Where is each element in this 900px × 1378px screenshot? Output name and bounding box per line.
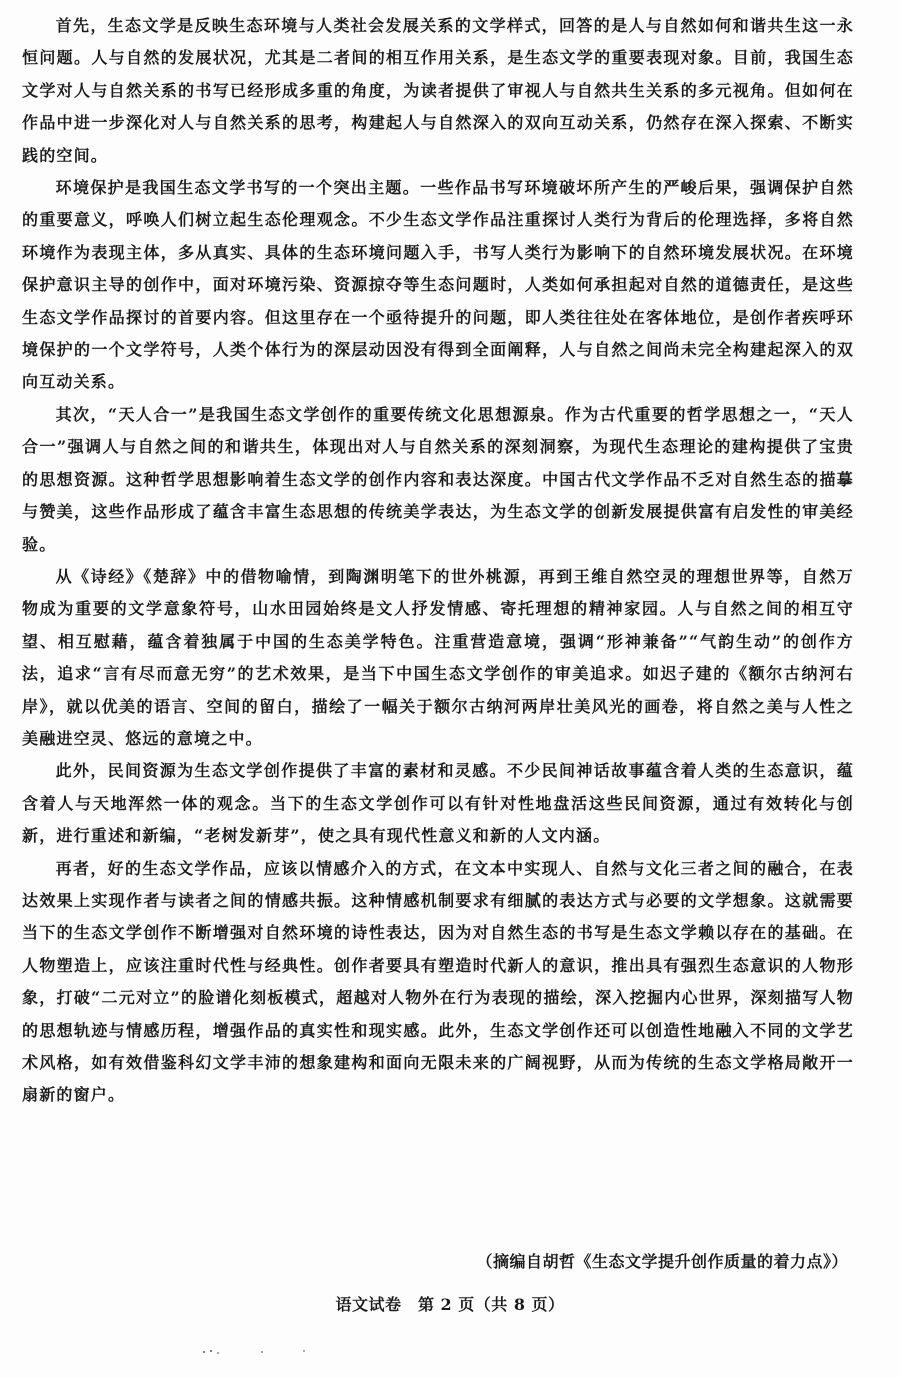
paragraph-6: 再者，好的生态文学作品，应该以情感介入的方式，在文本中实现人、自然与文化三者之间的融合，在表达效果上实现作者与读者之间的情感共振。这种情感机制要求有细腻的表达方式与必要的文学想象。这就需要当下的生态文学创作不断增强对自然环境的诗性表达，因为对自然生态的书写是生态文学赖以存在的基础。在人物塑造上，应该注重时代性与经典性。创作者要具有塑造时代新人的意识，推出具有强烈生态意识的人物形象，打破“二元对立”的脸谱化刻板模式，超越对人物外在行为表现的描绘，深入挖掘内心世界，深刻描写人物的思想轨迹与情感历程，增强作品的真实性和现实感。此外，生态文学创作还可以创造性地融入不同的文学艺术风格，如有效借鉴科幻文学丰沛的想象建构和面向无限未来的广阔视野，从而为传统的生态文学格局敞开一扇新的窗户。 [22,858,854,1105]
paragraph-3: 其次，“天人合一”是我国生态文学创作的重要传统文化思想源泉。作为古代重要的哲学思想之一，“天人合一”强调人与自然之间的和谐共生，体现出对人与自然关系的深刻洞察，为现代生态理论的建构提供了宝贵的思想资源。这种哲学思想影响着生态文学的创作内容和表达深度。中国古代文学作品不乏对自然生态的描摹与赞美，这些作品形成了蕴含丰富生态思想的传统美学表达，为生态文学的创新发展提供富有启发性的审美经验。 [22,404,854,554]
paragraph-5: 此外，民间资源为生态文学创作提供了丰富的素材和灵感。不少民间神话故事蕴含着人类的生态意识，蕴含着人与天地浑然一体的观念。当下的生态文学创作可以有针对性地盘活这些民间资源，通过有效转化与创新，进行重述和新编，“老树发新芽”，使之具有现代性意义和新的人文内涵。 [22,761,854,846]
scan-specks [200,1347,320,1357]
paragraph-2: 环境保护是我国生态文学书写的一个突出主题。一些作品书写环境破坏所产生的严峻后果，强调保护自然的重要意义，呼唤人们树立起生态伦理观念。不少生态文学作品注重探讨人类行为背后的伦理选择，多将自然环境作为表现主体，多从真实、具体的生态环境问题入手，书写人类行为影响下的自然环境发展状况。在环境保护意识主导的创作中，面对环境污染、资源掠夺等生态问题时，人类如何承担起对自然的道德责任，是这些生态文学作品探讨的首要内容。但这里存在一个亟待提升的问题，即人类往往处在客体地位，是创作者疾呼环境保护的一个文学符号，人类个体行为的深层动因没有得到全面阐释，人与自然之间尚未完全构建起深入的双向互动关系。 [22,178,854,392]
page-footer: 语文试卷 第 2 页（共 8 页） [335,1295,565,1314]
paragraph-1: 首先，生态文学是反映生态环境与人类社会发展关系的文学样式，回答的是人与自然如何和谐共生这一永恒问题。人与自然的发展状况，尤其是二者间的相互作用关系，是生态文学的重要表现对象。目前，我国生态文学对人与自然关系的书写已经形成多重的角度，为读者提供了审视人与自然共生关系的多元视角。但如何在作品中进一步深化对人与自然关系的思考，构建起人与自然深入的双向互动关系，仍然存在深入探索、不断实践的空间。 [22,16,854,165]
article-body [22,10,854,1112]
paragraph-4: 从《诗经》《楚辞》中的借物喻情，到陶渊明笔下的世外桃源，再到王维自然空灵的理想世界等，自然万物成为重要的文学意象符号，山水田园始终是文人抒发情感、寄托理想的精神家园。人与自然之间的相互守望、相互慰藉，蕴含着独属于中国的生态美学特色。注重营造意境，强调“形神兼备”“气韵生动”的创作方法，追求“言有尽而意无穷”的艺术效果，是当下中国生态文学创作的审美追求。如迟子建的《额尔古纳河右岸》，就以优美的语言、空间的留白，描绘了一幅关于额尔古纳河两岸壮美风光的画卷，将自然之美与人性之美融进空灵、悠远的意境之中。 [22,566,854,748]
source-citation: （摘编自胡哲《生态文学提升创作质量的着力点》） [476,1252,848,1271]
